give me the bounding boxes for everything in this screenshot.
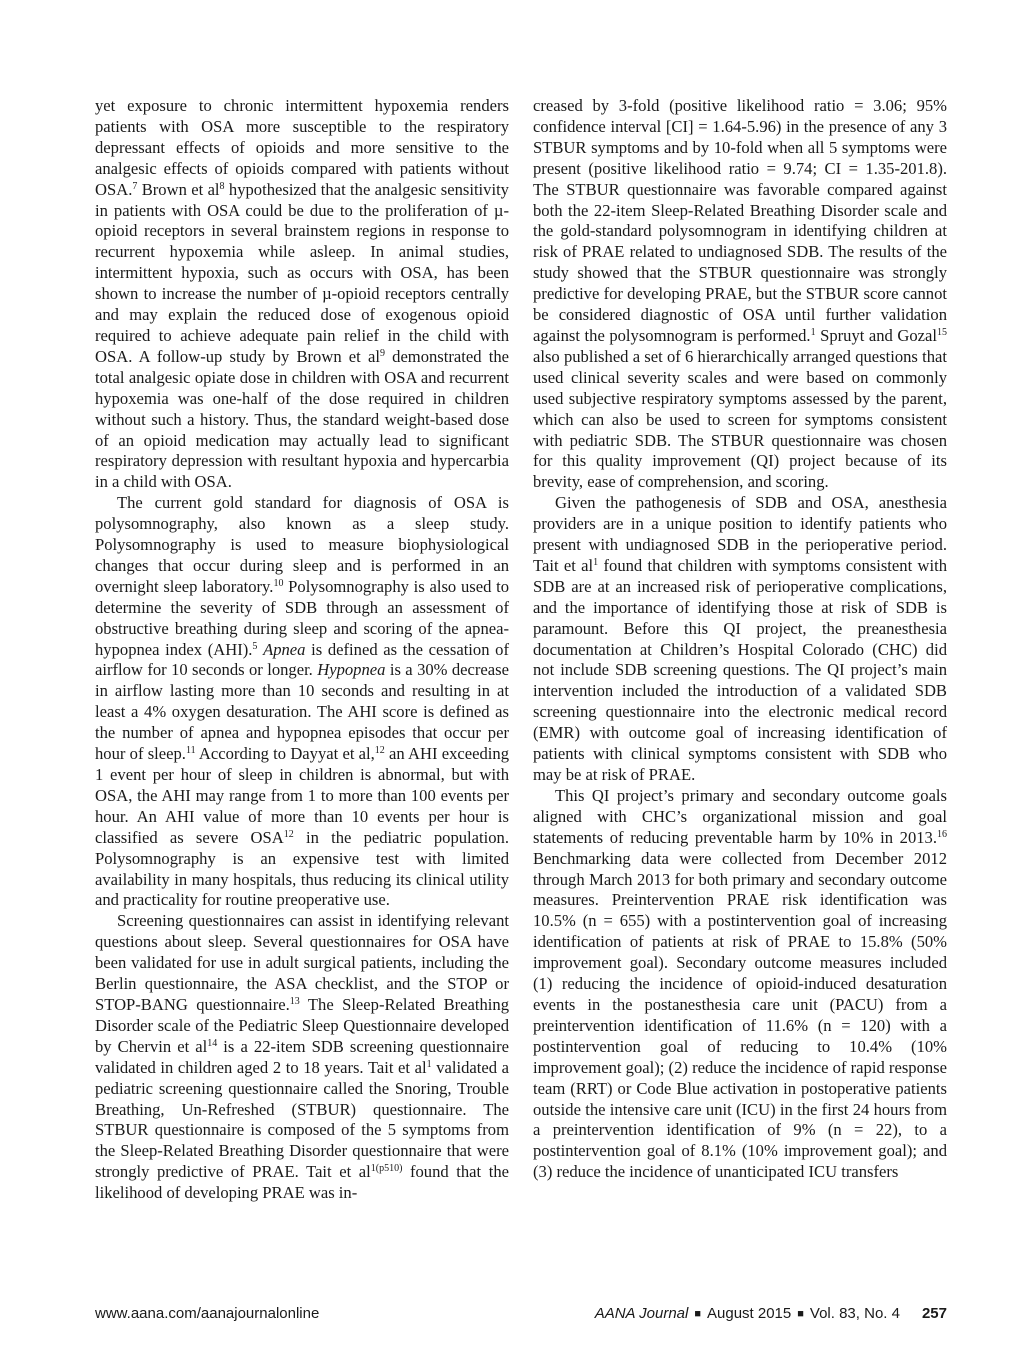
citation: 12 xyxy=(283,828,294,840)
citation: 1(p510) xyxy=(370,1163,403,1175)
right-column xyxy=(533,96,947,1183)
issue-date: August 2015 xyxy=(707,1305,792,1322)
paragraph: Given the pathogenesis of SDB and OSA, anesthesia providers are in a unique position to identify patients who present with undiagnosed SDB in the perioperative period. Tait et $al^1$ found that children with symptoms consistent with SDB are at an increased risk of perioperative complications, and the importance of identifying those at risk of SDB is paramount. Before this QI project, the preanesthesia documentation at Children’s Hospital Colorado (CHC) did not include SDB screening questions. The QI project’s main intervention included the introduction of a validated SDB screening questionnaire into the electronic medical record (EMR) with outcome goal of increasing identification of patients with clinical symptoms consistent with SDB who may be at risk of PRAE. xyxy=(533,493,948,784)
paragraph: Screening questionnaires can assist in identifying relevant questions about sleep. Several questionnaires for OSA have been validated for use in adult surgical patients, including the Berlin questionnaire, the ASA checklist, and the STOP or STOP-BANG questionnaire.$^{13}$ The Sleep-Related Breathing Disorder scale of the Pediatric Sleep Questionnaire developed by Chervin et $al^{14}$ is a 22-item SDB screening questionnaire validated in children aged 2 to 18 years. Tait et $al^1$ validated a pediatric screening questionnaire called the Snoring, Trouble Breathing, Un-Refreshed (STBUR) questionnaire. The STBUR questionnaire is composed of the 5 symptoms from the Sleep-Related Breathing Disorder questionnaire that were strongly predictive of PRAE. Tait et $al^{1(p510)}$ found that the likelihood of developing PRAE was in- xyxy=(95,911,510,1203)
citation: 16 xyxy=(937,828,947,840)
citation: 10 xyxy=(273,577,284,589)
paragraph: creased by 3-fold (positive likelihood ratio = 3.06; 95% confidence interval [CI] = 1.64-5.96) in the presence of any 3 STBUR symptoms and by 10-fold when all 5 symptoms were present (positive likelihood ratio = 9.74; CI = 1.35-201.8). The STBUR questionnaire was favorable compared against both the 22-item Sleep-Related Breathing Disorder scale and the gold-standard polysomnogram in identifying children at risk of PRAE related to undiagnosed SDB. The results of the study showed that the STBUR questionnaire was strongly predictive for developing PRAE, but the STBUR score cannot be considered diagnostic of OSA until further validation against the polysomnogram is performed.$^1$ Spruyt and Gozal$^{15}$ also published a set of 6 hierarchically arranged questions that used clinical severity scales and were based on commonly used subjective respiratory symptoms assessed by the parent, which can also be used to screen for symptoms consistent with pediatric SDB. The STBUR questionnaire was chosen for this quality improvement (QI) project because of its brevity, ease of comprehension, and scoring. xyxy=(533,96,948,492)
citation: 14 xyxy=(207,1037,218,1049)
paragraph: This QI project’s primary and secondary outcome goals aligned with CHC’s organizational mission and goal statements of reducing preventable harm by 10% in 2013.16 Benchmarking data were collected from December 2012 through March 2013 for both primary and secondary outcome measures. Preintervention PRAE risk identification was 10.5% (n = 655) with a postintervention goal of increasing identification of patients at risk of PRAE to 15.8% (50% improvement goal). Secondary outcome measures included (1) reducing the incidence of opioid-induced desaturation events in the postanesthesia care unit (PACU) from a preintervention identification of 11.6% (n = 120) with a postintervention goal of reducing to 10.4% (10% improvement goal); (2) reduce the incidence of rapid response team (RRT) or Code Blue activation in postoperative patients outside the intensive care unit (ICU) in the first 24 hours from a preintervention identification of 9% (n = 22), to a postintervention goal of 8.1% (10% improvement goal); and (3) reduce the incidence of unanticipated ICU transfers xyxy=(533,785,947,1182)
citation: 1 xyxy=(810,326,816,338)
journal-name: AANA Journal xyxy=(594,1305,689,1322)
journal-citation xyxy=(595,1305,947,1322)
citation: 8 xyxy=(219,180,225,192)
citation: 15 xyxy=(937,326,948,338)
separator-square-icon: ■ xyxy=(694,1308,701,1320)
citation: 12 xyxy=(374,745,385,757)
citation: 11 xyxy=(185,745,196,757)
left-column xyxy=(95,96,509,1204)
citation: 9 xyxy=(379,347,385,359)
citation: 13 xyxy=(289,995,300,1007)
journal-url[interactable]: www.aana.com/aanajournalonline xyxy=(95,1305,320,1322)
page-footer xyxy=(95,1305,947,1327)
page-number: 257 xyxy=(921,1305,947,1322)
term-apnea: Apnea xyxy=(263,639,306,659)
citation: 1 xyxy=(426,1058,432,1070)
volume-issue: Vol. 83, No. 4 xyxy=(809,1305,900,1322)
term-hypopnea: Hypopnea xyxy=(317,660,386,680)
separator-square-icon: ■ xyxy=(797,1308,804,1320)
citation: 5 xyxy=(252,640,258,652)
paragraph: The current gold standard for diagnosis of OSA is polysomnography, also known as a sleep study. Polysomnography is used to measure biophysiological changes that occur during sleep and is performed in an overnight sleep laboratory.$^{10}$ Polysomnography is also used to determine the severity of SDB through an assessment of obstructive breathing during sleep and scoring of the apnea-hypopnea index (AHI).$^5$ Apnea is defined as the cessation of airflow for 10 seconds or longer. Hypopnea is a 30% decrease in airflow lasting more than 10 seconds and resulting in at least a 4% oxygen desaturation. The AHI score is defined as the number of apnea and hypopnea episodes that occur per hour of sleep.$^{11}$ According to Dayyat et al,$^{12}$ an AHI exceeding 1 event per hour of sleep in children is abnormal, but with OSA, the AHI may range from 1 to more than 100 events per hour. An AHI value of more than 10 events per hour is classified as severe OSA$^{12}$ in the pediatric population. Polysomnography is an expensive test with limited availability in many hospitals, thus reducing its clinical utility and practicality for routine preoperative use. xyxy=(95,493,510,910)
paragraph: yet exposure to chronic intermittent hypoxemia renders patients with OSA more susceptible to the respiratory depressant effects of opioids and more sensitive to the analgesic effects of opioids compared with patients without OSA.$^7$ Brown et $al^8$ hypothesized that the analgesic sensitivity in patients with OSA could be due to the proliferation of µ-opioid receptors in several brainstem regions in response to recurrent hypoxemia while asleep. In animal studies, intermittent hypoxia, such as occurs with OSA, has been shown to increase the number of µ-opioid receptors centrally and may explain the reduced dose of exogenous opioid required to achieve adequate pain relief in the child with OSA. A follow-up study by Brown et $al^9$ demonstrated the total analgesic opiate dose in children with OSA and recurrent hypoxemia was one-half of the dose required in children without such a history. Thus, the standard weight-based dose of an opioid medication may actually lead to significant respiratory depression with resultant hypoxia and hypercarbia in a child with OSA. xyxy=(95,96,509,492)
citation: 7 xyxy=(132,180,138,192)
citation: 1 xyxy=(593,556,599,568)
